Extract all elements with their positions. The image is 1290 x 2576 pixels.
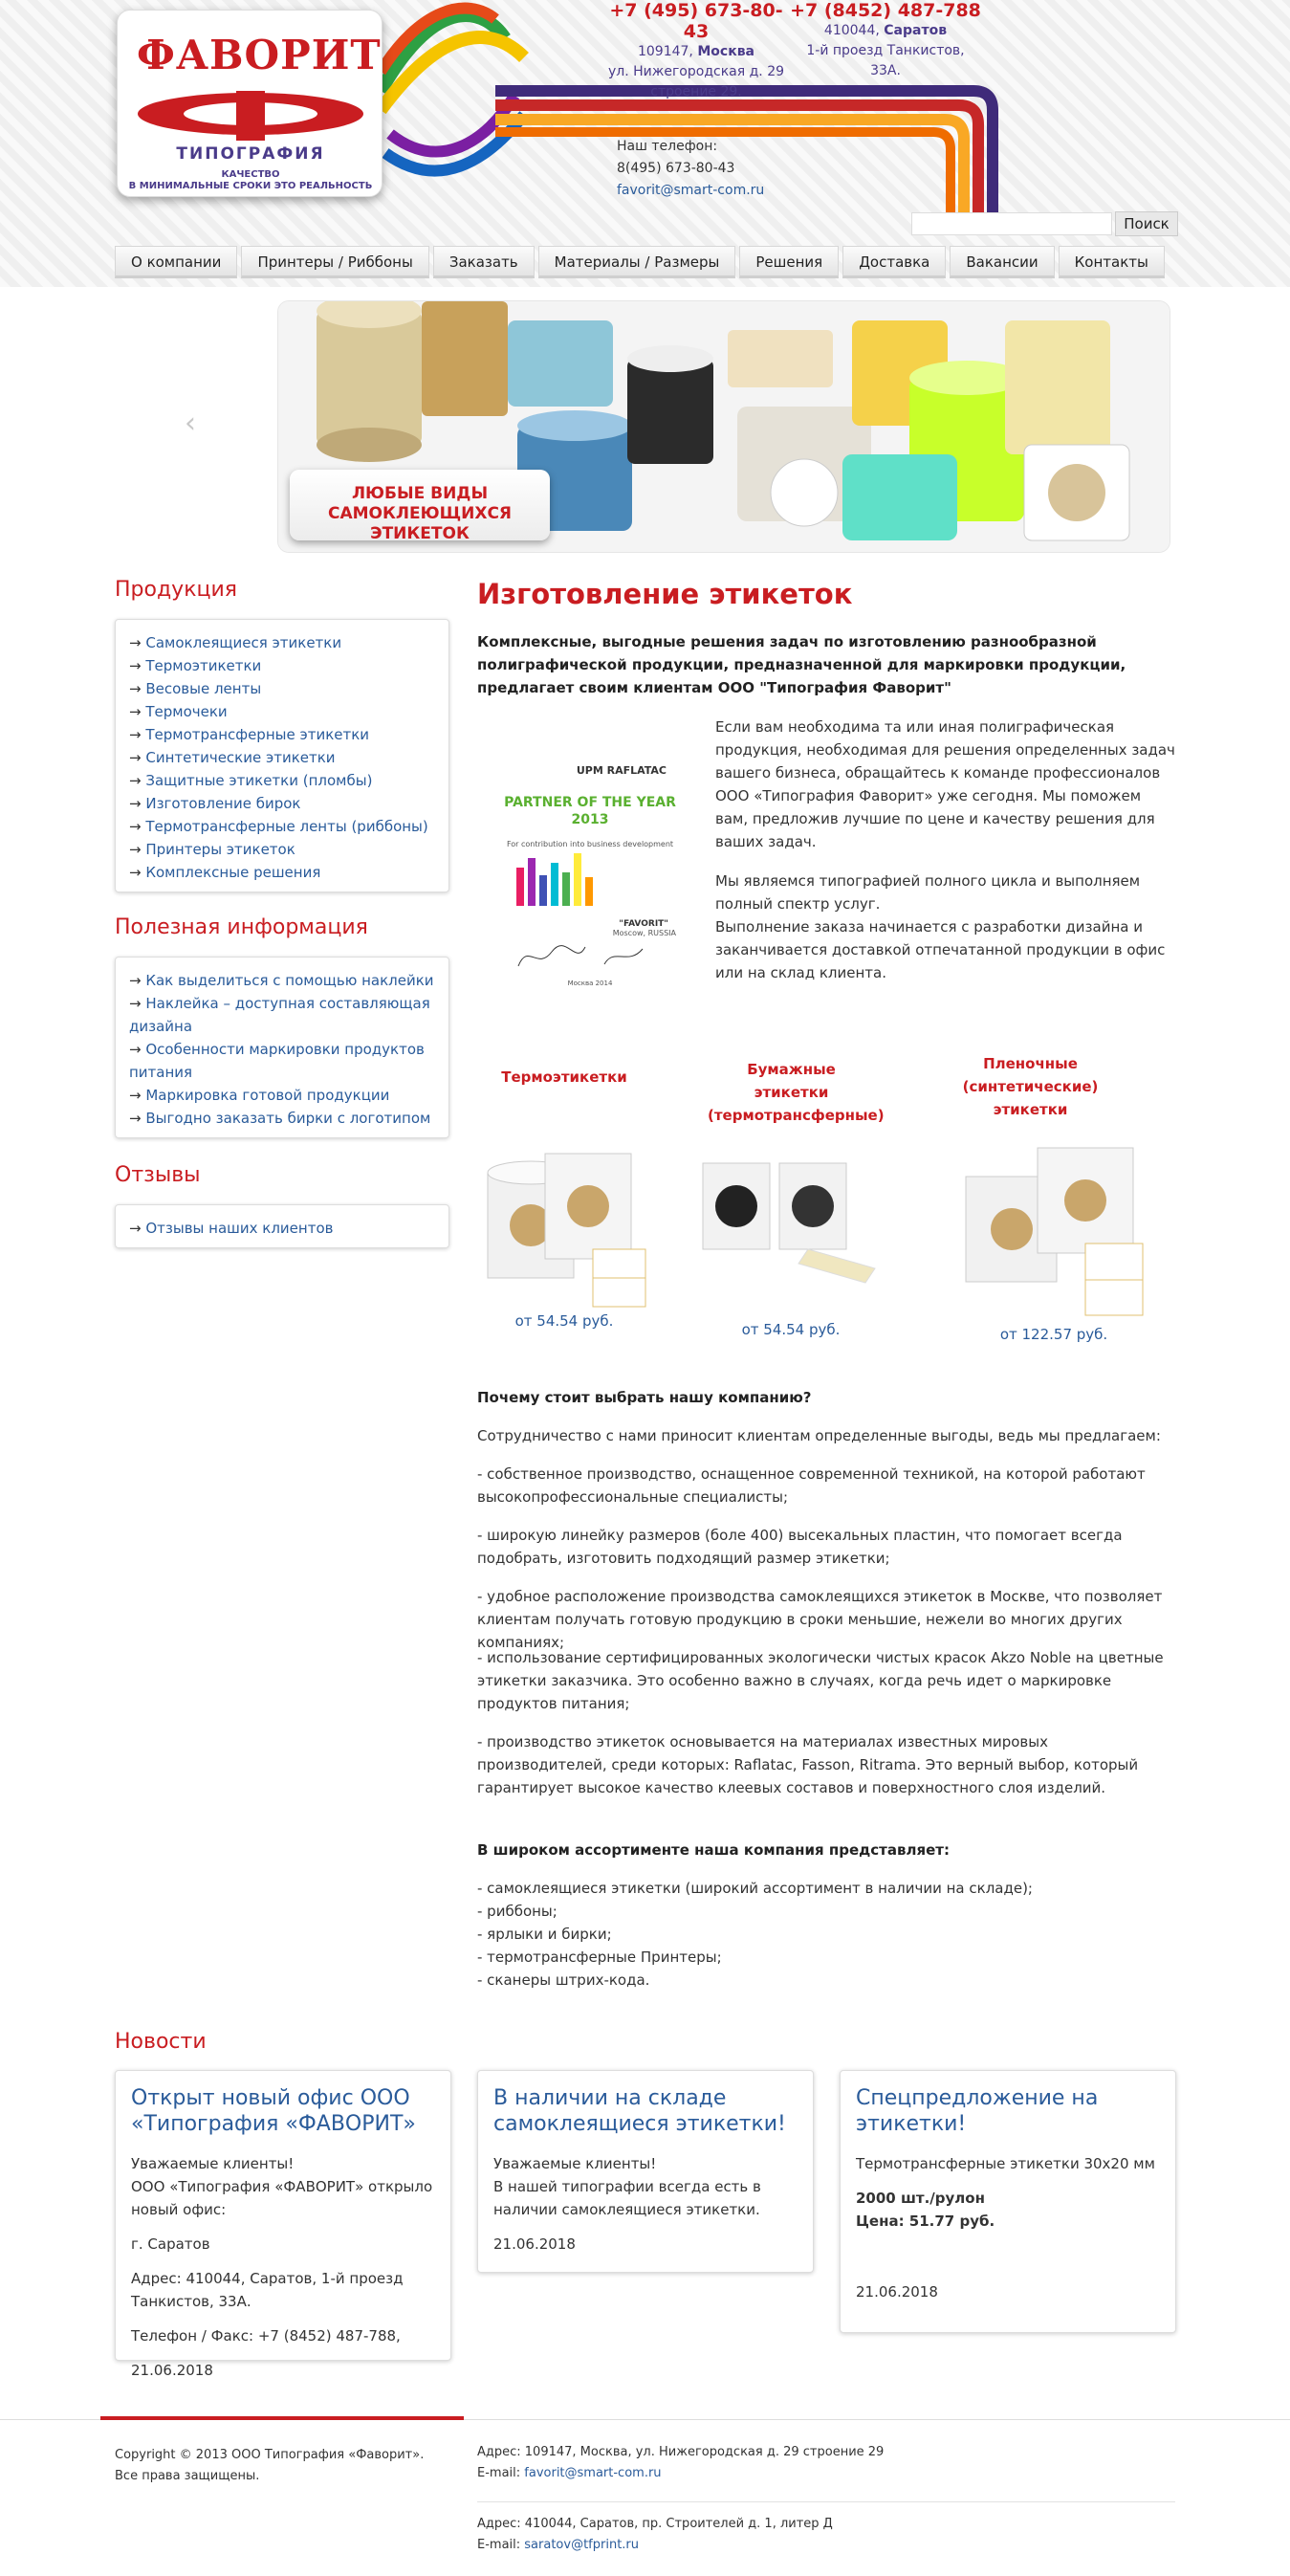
range-title: В широком ассортименте наша компания представляет: — [477, 1841, 950, 1859]
footer-address-saratov: Адрес: 410044, Саратов, пр. Строителей д. 1, литер Д E-mail: saratov@tfprint.ru — [477, 2517, 833, 2552]
logo-subtitle: ТИПОГРАФИЯ — [176, 144, 325, 164]
news-card — [840, 2070, 1176, 2333]
why-title: Почему стоит выбрать нашу компанию? — [477, 1389, 812, 1406]
news-date: 21.06.2018 — [856, 2283, 938, 2301]
sidebar-link[interactable]: Синтетические этикетки — [145, 749, 336, 766]
partner-award-image — [504, 724, 676, 998]
sidebar-item — [129, 746, 435, 769]
nav-item-printers[interactable]: Принтеры / Риббоны — [241, 246, 428, 278]
partner-sub: For contribution into business development — [506, 840, 674, 848]
news-title: Новости — [115, 2030, 207, 2054]
partner-footer: Москва 2014 — [567, 980, 613, 987]
sidebar-info-title: Полезная информация — [115, 915, 368, 939]
news-card-title[interactable]: Спецпредложение на этикетки! — [856, 2086, 1099, 2136]
sidebar-item — [129, 861, 435, 884]
range-item: - самоклеящиеся этикетки (широкий ассортимент в наличии на складе); — [477, 1880, 1033, 1897]
news-text: Термотрансферные этикетки 30х20 мм — [856, 2155, 1155, 2172]
sidebar-item — [129, 654, 435, 677]
sidebar-item — [129, 769, 435, 792]
sidebar-link[interactable]: Особенности маркировки продуктов питания — [129, 1041, 425, 1081]
range-item: - риббоны; — [477, 1903, 558, 1920]
our-phone-number: 8(495) 673-80-43 — [617, 161, 735, 176]
news-date: 21.06.2018 — [131, 2362, 213, 2379]
sidebar-products-list — [115, 619, 449, 892]
news-text: ООО «Типография «ФАВОРИТ» открыло новый офис: — [131, 2178, 433, 2218]
contact-saratov — [790, 0, 981, 81]
partner-graphic-icon — [509, 848, 671, 915]
footer-address-moscow: Адрес: 109147, Москва, ул. Нижегородская д. 29 строение 29 E-mail: favorit@smart-com.ru — [477, 2445, 885, 2480]
moscow-address: 109147, Москва ул. Нижегородская д. 29 строение 29. — [607, 44, 785, 99]
news-text: 2000 шт./рулон — [856, 2190, 985, 2207]
news-text: В нашей типографии всегда есть в наличии самоклеящиеся этикетки. — [493, 2178, 761, 2218]
logo-slogan: КАЧЕСТВО В МИНИМАЛЬНЫЕ СРОКИ ЭТО РЕАЛЬНОСТЬ — [128, 169, 373, 191]
sidebar-link[interactable]: Выгодно заказать бирки с логотипом — [145, 1110, 431, 1127]
sidebar-reviews-list — [115, 1204, 449, 1248]
intro-bold-text: Комплексные, выгодные решения задач по изготовлению разнообразной полиграфической продукции, предназначенной для маркировки продукции, предлагает своим клиентам ООО "Типография Фаворит" — [477, 633, 1126, 696]
sidebar-item — [129, 992, 435, 1038]
why-item: - использование сертифицированных экологически чистых красок Akzo Noble на цветные этикетки заказчика. Это особенно важно в случаях, когда речь идет о маркировке продуктов питания; — [477, 1649, 1164, 1712]
footer-email-link[interactable]: saratov@tfprint.ru — [524, 2538, 640, 2552]
nav-item-materials[interactable]: Материалы / Размеры — [538, 246, 736, 278]
range-item: - сканеры штрих-кода. — [477, 1971, 650, 1989]
sidebar-item — [129, 1038, 435, 1084]
partner-company: "FAVORIT" — [619, 919, 668, 929]
sidebar-link[interactable]: Маркировка готовой продукции — [145, 1087, 390, 1104]
nav-item-order[interactable]: Заказать — [433, 246, 535, 278]
nav-item-solutions[interactable]: Решения — [739, 246, 839, 278]
film-labels-image[interactable] — [956, 1129, 1148, 1320]
logo-mark-icon — [137, 87, 364, 144]
logo[interactable] — [117, 10, 383, 197]
news-text: Уважаемые клиенты! — [131, 2155, 295, 2172]
sidebar-item — [129, 1107, 435, 1130]
sidebar-link[interactable]: Наклейка – доступная составляющая дизайна — [129, 995, 430, 1035]
intro-paragraph: Мы являемся типографией полного цикла и выполняем полный спектр услуг. — [715, 872, 1141, 913]
sidebar-item — [129, 700, 435, 723]
intro-text — [715, 716, 1176, 984]
signature-icon — [509, 937, 671, 976]
partner-city: Moscow, RUSSIA — [612, 929, 676, 937]
product-title-film[interactable]: Пленочные (синтетические) этикетки — [962, 1055, 1099, 1118]
sidebar-link[interactable]: Весовые ленты — [145, 680, 262, 697]
slider-caption: ЛЮБЫЕ ВИДЫ САМОКЛЕЮЩИХСЯ ЭТИКЕТОК — [290, 470, 550, 540]
sidebar-link[interactable]: Термотрансферные этикетки — [145, 726, 370, 743]
logo-title: ФАВОРИТ — [137, 32, 382, 78]
saratov-address: 410044, Саратов 1-й проезд Танкистов, 33А. — [806, 23, 965, 78]
news-text: Цена: 51.77 руб. — [856, 2213, 995, 2230]
sidebar-link[interactable]: Отзывы наших клиентов — [145, 1220, 334, 1237]
sidebar-link[interactable]: Комплексные решения — [145, 864, 321, 881]
footer-accent — [100, 2416, 464, 2420]
news-card-title[interactable]: Открыт новый офис ООО «Типография «ФАВОРИТ» — [131, 2086, 416, 2136]
sidebar-item — [129, 969, 435, 992]
why-intro: Сотрудничество с нами приносит клиентам определенные выгоды, ведь мы предлагаем: — [477, 1427, 1161, 1444]
saratov-phone[interactable]: +7 (8452) 487-788 — [790, 0, 981, 21]
footer-separator — [477, 2501, 1175, 2502]
sidebar-item — [129, 631, 435, 654]
sidebar-item — [129, 815, 435, 838]
partner-brand: UPM RAFLATAC — [576, 764, 667, 777]
news-card — [115, 2070, 451, 2379]
news-text: г. Саратов — [131, 2235, 210, 2253]
sidebar-item — [129, 838, 435, 861]
thermo-labels-image[interactable] — [478, 1134, 652, 1310]
news-text: Уважаемые клиенты! — [493, 2155, 657, 2172]
sidebar-link[interactable]: Защитные этикетки (пломбы) — [145, 772, 373, 789]
price-thermo[interactable]: от 54.54 руб. — [514, 1312, 614, 1330]
header-email-link[interactable]: favorit@smart-com.ru — [617, 183, 765, 198]
range-item: - термотрансферные Принтеры; — [477, 1949, 722, 1966]
price-film[interactable]: от 122.57 руб. — [999, 1326, 1108, 1343]
sidebar-item — [129, 677, 435, 700]
price-paper[interactable]: от 54.54 руб. — [741, 1321, 841, 1338]
sidebar-link[interactable]: Самоклеящиеся этикетки — [145, 634, 342, 651]
news-text: Адрес: 410044, Саратов, 1-й проезд Танкистов, 33А. — [131, 2270, 404, 2310]
sidebar-link[interactable]: Термоэтикетки — [145, 657, 262, 674]
contact-moscow — [601, 0, 792, 102]
why-item: - собственное производство, оснащенное современной техникой, на которой работают высокопрофессиональные специалисты; — [477, 1465, 1146, 1506]
our-phone-block — [617, 136, 764, 202]
range-list — [477, 1877, 1175, 1992]
nav-item-delivery[interactable]: Доставка — [842, 246, 946, 278]
sidebar-link[interactable]: Как выделиться с помощью наклейки — [145, 972, 434, 989]
footer-copyright: Copyright © 2013 ООО Типография «Фаворит». Все права защищены. — [115, 2448, 425, 2483]
news-date: 21.06.2018 — [493, 2235, 576, 2253]
nav-item-vacancies[interactable]: Вакансии — [950, 246, 1054, 278]
sidebar-item — [129, 1217, 435, 1240]
banner-slider[interactable] — [277, 300, 1170, 553]
sidebar-reviews-title: Отзывы — [115, 1163, 201, 1187]
range-item: - ярлыки и бирки; — [477, 1926, 612, 1943]
main-nav — [115, 246, 1165, 278]
moscow-phone[interactable]: +7 (495) 673-80-43 — [609, 0, 783, 42]
sidebar-item — [129, 1084, 435, 1107]
sidebar-item — [129, 792, 435, 815]
sidebar-link[interactable]: Принтеры этикеток — [145, 841, 295, 858]
slider-prev-icon[interactable]: ‹ — [185, 407, 196, 440]
header — [0, 0, 1290, 287]
why-item: - производство этикеток основывается на материалах известных мировых производителей, среди которых: Raflatac, Fasson, Ritrama. Это верный выбор, который гарантирует высокое качество клеевых составов и поверхностного слоя изделий. — [477, 1733, 1139, 1796]
search-button[interactable]: Поиск — [1115, 211, 1178, 236]
sidebar-products-title: Продукция — [115, 578, 237, 602]
sidebar-link[interactable]: Изготовление бирок — [145, 795, 301, 812]
sidebar-info-list — [115, 957, 449, 1138]
news-text: Телефон / Факс: +7 (8452) 487-788, — [131, 2327, 401, 2345]
news-card-title[interactable]: В наличии на складе самоклеящиеся этикетки! — [493, 2086, 786, 2136]
footer-email-link[interactable]: favorit@smart-com.ru — [524, 2466, 662, 2480]
sidebar-item — [129, 723, 435, 746]
nav-item-about[interactable]: О компании — [115, 246, 237, 278]
our-phone-label: Наш телефон: — [617, 139, 718, 154]
product-title-thermo[interactable]: Термоэтикетки — [501, 1068, 627, 1086]
page-title: Изготовление этикеток — [477, 578, 853, 610]
intro-paragraph: Выполнение заказа начинается с разработки дизайна и заканчивается доставкой отпечатанной продукции в офис или на склад клиента. — [715, 918, 1166, 981]
intro-paragraph: Если вам необходима та или иная полиграфическая продукция, необходимая для решения определенных задач вашего бизнеса, обращайтесь к команде профессионалов ООО «Типография Фаворит» уже сегодня. Мы поможем вам, предложив лучшие по цене и качеству решения для ваших задач. — [715, 718, 1175, 850]
partner-title: PARTNER OF THE YEAR 2013 — [504, 795, 676, 827]
product-title-paper[interactable]: Бумажные этикетки (термотрансферные) — [708, 1061, 885, 1124]
sidebar-link[interactable]: Термочеки — [145, 703, 228, 720]
why-item: - удобное расположение производства самоклеящихся этикеток в Москве, что позволяет клиентам получать готовую продукцию в сроки меньшие, нежели во многих других компаниях; — [477, 1588, 1163, 1651]
sidebar-link[interactable]: Термотрансферные ленты (риббоны) — [145, 818, 428, 835]
nav-item-contacts[interactable]: Контакты — [1059, 246, 1165, 278]
search-input[interactable] — [911, 212, 1112, 235]
news-card — [477, 2070, 814, 2273]
why-item: - широкую линейку размеров (боле 400) высекальных пластин, что помогает всегда подобрать, изготовить подходящий размер этикетки; — [477, 1527, 1123, 1567]
